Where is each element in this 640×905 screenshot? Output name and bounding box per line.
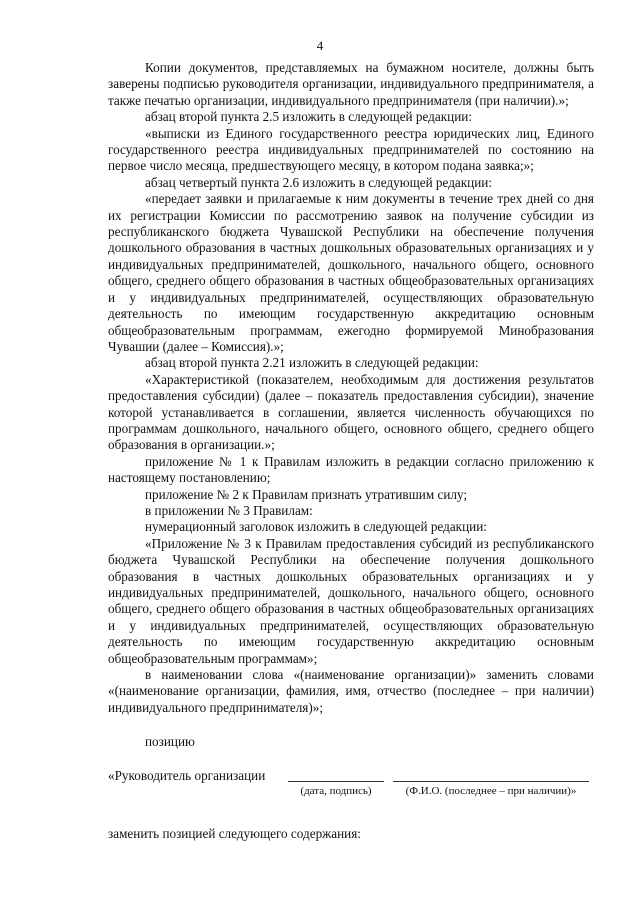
paragraph: «Характеристикой (показателем, необходимым для достижения результатов предоставления субсидии) (далее – показатель предоставления субсидии), значение которой устанавливается в соглашении, является численность обучающихся по программам дошкольного, начального общего, основного общего, среднего общего образования в организации.»; <box>108 371 594 453</box>
paragraph: приложение № 1 к Правилам изложить в редакции согласно приложению к настоящему постановлению; <box>108 453 594 486</box>
position-word: позицию <box>145 734 195 750</box>
paragraph: «Приложение № 3 к Правилам предоставления субсидий из республиканского бюджета Чувашской Республики на обеспечение получения дошкольного образования в частных дошкольных образовательных организациях и у индивидуальных предпринимателей, дошкольного, начального общего, основного общего, среднего общего образования в частных общеобразовательных организациях и у индивидуальных предпринимателей, осуществляющих образовательную деятельность по имеющим государственную аккредитацию основным общеобразовательным программам»; <box>108 535 594 666</box>
page-number: 4 <box>316 38 324 53</box>
document-body <box>108 60 594 751</box>
paragraph: «передает заявки и прилагаемые к ним документы в течение трех дней со дня их регистрации Комиссии по рассмотрению заявок на получение субсидии из республиканского бюджета Чувашской Республики на обеспечение получения дошкольного образования в частных дошкольных образовательных организациях и у индивидуальных предпринимателей, дошкольного, начального общего, основного общего, среднего общего образования в частных общеобразовательных организациях и у индивидуальных предпринимателей, осуществляющих образовательную деятельность по имеющим государственную аккредитацию основным общеобразовательным программам, ежегодно формируемой Минобразования Чувашии (далее – Комиссия).»; <box>108 191 594 354</box>
spacer <box>108 716 594 734</box>
paragraph: абзац второй пункта 2.5 изложить в следующей редакции: <box>145 109 472 125</box>
paragraph: абзац четвертый пункта 2.6 изложить в следующей редакции: <box>145 174 493 190</box>
closing-line: заменить позицией следующего содержания: <box>108 826 361 841</box>
signature-name-caption: (Ф.И.О. (последнее – при наличии)» <box>405 785 577 797</box>
paragraph: «выписки из Единого государственного реестра юридических лиц, Единого государственного реестра индивидуальных предпринимателей по состоянию на первое число месяца, предшествующего месяцу, в котором подана заявка;»; <box>108 125 594 174</box>
paragraph: приложение № 2 к Правилам признать утратившим силу; <box>145 486 468 502</box>
paragraph: нумерационный заголовок изложить в следующей редакции: <box>145 519 487 535</box>
paragraph: абзац второй пункта 2.21 изложить в следующей редакции: <box>145 355 479 371</box>
paragraph: Копии документов, представляемых на бумажном носителе, должны быть заверены подписью руководителя организации, индивидуального предпринимателя, а также печатью организации, индивидуального предпринимателя (при наличии).»; <box>108 60 594 108</box>
paragraph: в приложении № 3 Правилам: <box>145 502 313 518</box>
signature-block <box>108 768 594 808</box>
paragraph: в наименовании слова «(наименование организации)» заменить словами «(наименование организации, фамилия, имя, отчество (последнее – при наличии) индивидуального предпринимателя)»; <box>108 667 594 715</box>
signature-name-line <box>393 781 589 782</box>
signature-date-line <box>288 781 384 782</box>
signature-date-caption: (дата, подпись) <box>300 785 372 797</box>
signature-label: «Руководитель организации <box>108 768 266 783</box>
